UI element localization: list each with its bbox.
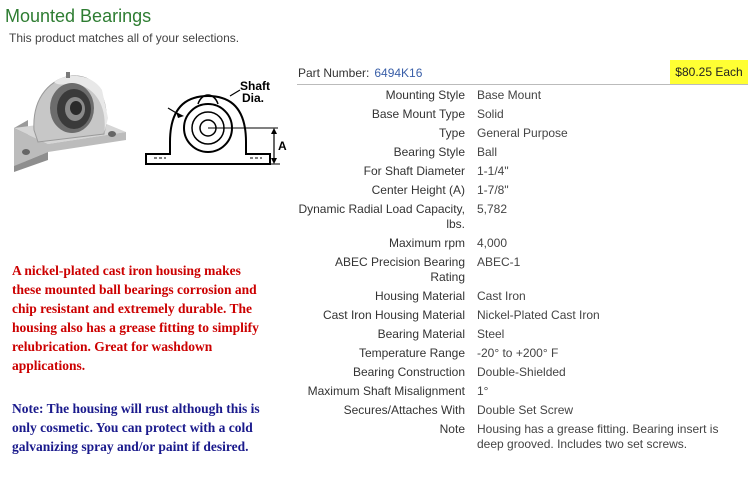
spec-value: Double Set Screw <box>477 403 574 417</box>
spec-value: 1-7/8" <box>477 183 509 197</box>
spec-row <box>297 382 748 401</box>
spec-row <box>297 234 748 253</box>
spec-value: 1° <box>477 384 489 398</box>
diagram-label-a: A <box>278 139 287 153</box>
product-image <box>8 68 293 188</box>
spec-label: Mounting Style <box>385 88 465 102</box>
spec-value: Solid <box>477 107 504 121</box>
spec-value: -20° to +200° F <box>477 346 559 360</box>
spec-row <box>297 253 748 287</box>
spec-row <box>297 344 748 363</box>
spec-row <box>297 306 748 325</box>
rust-note: Note: The housing will rust although this is only cosmetic. You can protect with a cold galvanizing spray and/or paint if desired. <box>12 401 260 454</box>
spec-label: Temperature Range <box>358 346 465 360</box>
part-number-label: Part Number: <box>298 66 370 80</box>
spec-value: Nickel-Plated Cast Iron <box>477 308 600 322</box>
spec-value: ABEC-1 <box>477 255 521 269</box>
spec-value: Housing has a grease fitting. Bearing insert is deep grooved. Includes two set screws. <box>477 422 719 451</box>
spec-label: Maximum Shaft Misalignment <box>307 384 465 398</box>
spec-label: Secures/Attaches With <box>343 403 465 417</box>
part-number-value[interactable]: 6494K16 <box>374 66 423 80</box>
spec-row <box>297 325 748 344</box>
part-number <box>298 66 422 80</box>
spec-value: Base Mount <box>477 88 542 102</box>
spec-row <box>297 162 748 181</box>
spec-value: Double-Shielded <box>477 365 566 379</box>
spec-label: Center Height (A) <box>371 183 465 197</box>
spec-value: 5,782 <box>477 202 508 216</box>
spec-label: For Shaft Diameter <box>363 164 465 178</box>
spec-value: Cast Iron <box>477 289 526 303</box>
spec-label: Note <box>439 422 465 436</box>
spec-value: Steel <box>477 327 505 341</box>
spec-label: ABEC Precision Bearing Rating <box>334 255 465 284</box>
page-title: Mounted Bearings <box>5 6 152 26</box>
spec-row <box>297 86 748 105</box>
spec-row <box>297 200 748 234</box>
diagram-label-shaft: Shaft <box>240 79 270 93</box>
part-header <box>297 60 748 85</box>
spec-label: Maximum rpm <box>388 236 465 250</box>
spec-row <box>297 181 748 200</box>
spec-row <box>297 287 748 306</box>
spec-label: Base Mount Type <box>371 107 465 121</box>
diagram-label-dia: Dia. <box>242 91 265 105</box>
description-note: A nickel-plated cast iron housing makes these mounted ball bearings corrosion and chip resistant and extremely durable. The housing also has a grease fitting to simplify relubrication. Great for washdown applications. <box>12 263 259 373</box>
spec-row <box>297 143 748 162</box>
page-subtitle: This product matches all of your selections. <box>9 31 240 45</box>
spec-row <box>297 401 748 420</box>
price-badge: $80.25 Each <box>670 60 748 84</box>
spec-value: 4,000 <box>477 236 508 250</box>
spec-label: Cast Iron Housing Material <box>322 308 465 322</box>
spec-label: Bearing Material <box>377 327 465 341</box>
spec-row <box>297 124 748 143</box>
spec-row <box>297 420 748 454</box>
spec-label: Bearing Construction <box>352 365 465 379</box>
spec-value: General Purpose <box>477 126 568 140</box>
spec-row <box>297 105 748 124</box>
spec-label: Housing Material <box>374 289 465 303</box>
spec-label: Type <box>438 126 465 140</box>
spec-label: Dynamic Radial Load Capacity, lbs. <box>298 202 465 231</box>
spec-value: 1-1/4" <box>477 164 509 178</box>
bearing-photo <box>14 72 126 172</box>
spec-value: Ball <box>477 145 498 159</box>
spec-row <box>297 363 748 382</box>
spec-table <box>297 86 748 454</box>
spec-label: Bearing Style <box>393 145 465 159</box>
